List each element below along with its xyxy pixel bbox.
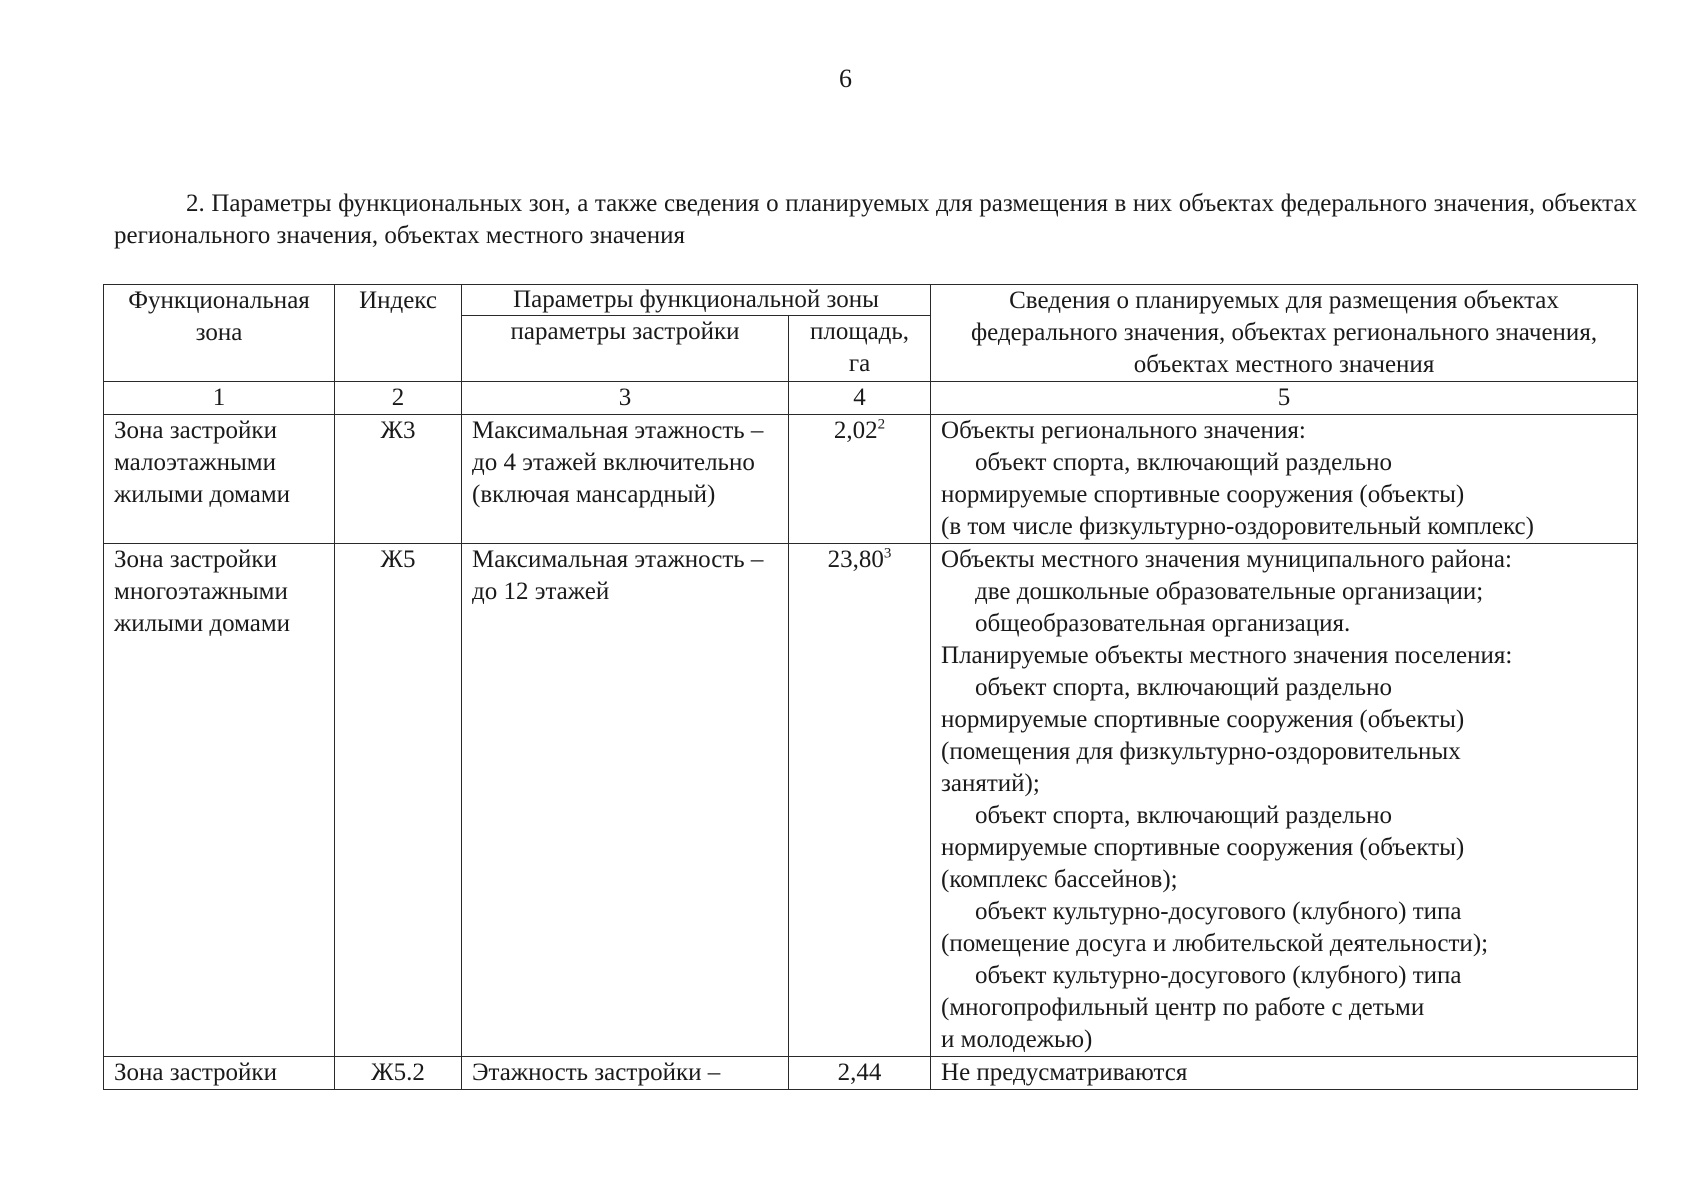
- area-footnote-mark: 2: [877, 416, 886, 433]
- planned-objects-line: общеобразовательная организация.: [975, 610, 1351, 637]
- planned-objects-line: нормируемые спортивные сооружения (объекты): [941, 481, 1465, 508]
- planned-objects-line: две дошкольные образовательные организации;: [975, 578, 1484, 605]
- planned-objects: [931, 1057, 1638, 1090]
- column-number: 2: [335, 382, 462, 415]
- area-value: 2,02: [833, 417, 878, 444]
- table-row: [104, 1057, 1638, 1090]
- zone-name: Зона застройки малоэтажными жилыми домами: [104, 415, 335, 544]
- zone-name: Зона застройки: [104, 1057, 335, 1090]
- zone-name: Зона застройки многоэтажными жилыми домами: [104, 544, 335, 1057]
- planned-objects-line: объект спорта, включающий раздельно: [975, 449, 1392, 476]
- planned-objects: [931, 415, 1638, 544]
- planned-objects-line: (в том числе физкультурно-оздоровительный комплекс): [941, 513, 1534, 540]
- zone-index: Ж5: [335, 544, 462, 1057]
- planned-objects-line: (многопрофильный центр по работе с детьми: [941, 994, 1425, 1021]
- planned-objects-line: нормируемые спортивные сооружения (объекты): [941, 706, 1465, 733]
- column-number: 4: [789, 382, 931, 415]
- column-number: 1: [104, 382, 335, 415]
- table-row: [104, 544, 1638, 1057]
- column-numbers-row: [104, 382, 1638, 415]
- zone-area: [789, 544, 931, 1057]
- area-value: 23,80: [827, 546, 884, 573]
- planned-objects-line: Объекты регионального значения:: [941, 417, 1306, 444]
- column-number: 5: [931, 382, 1638, 415]
- header-build-params: параметры застройки: [462, 316, 789, 382]
- planned-objects-line: (помещения для физкультурно-оздоровительных: [941, 738, 1461, 765]
- header-index: Индекс: [335, 285, 462, 382]
- planned-objects-line: занятий);: [941, 770, 1040, 797]
- area-value: 2,44: [837, 1059, 882, 1086]
- zone-area: [789, 415, 931, 544]
- section-heading: 2. Параметры функциональных зон, а также сведения о планируемых для размещения в них объектах федерального значения, объектах регионального значения, объектах местного значения: [114, 190, 1637, 249]
- zones-table: [103, 284, 1638, 1090]
- table-header-row: [104, 285, 1638, 316]
- planned-objects-line: объект культурно-досугового (клубного) типа: [975, 898, 1462, 925]
- page-number: 6: [839, 64, 852, 93]
- zone-index: Ж3: [335, 415, 462, 544]
- header-zone-params: Параметры функциональной зоны: [462, 285, 931, 316]
- planned-objects-line: объект культурно-досугового (клубного) типа: [975, 962, 1462, 989]
- planned-objects-line: и молодежью): [941, 1026, 1093, 1053]
- planned-objects-line: Не предусматриваются: [941, 1059, 1188, 1086]
- header-area: площадь, га: [789, 316, 931, 382]
- planned-objects-line: (помещение досуга и любительской деятельности);: [941, 930, 1489, 957]
- table-row: [104, 415, 1638, 544]
- build-params: Этажность застройки –: [462, 1057, 789, 1090]
- planned-objects-line: (комплекс бассейнов);: [941, 866, 1178, 893]
- planned-objects: [931, 544, 1638, 1057]
- header-zone: Функциональная зона: [104, 285, 335, 382]
- build-params: Максимальная этажность – до 4 этажей включительно (включая мансардный): [462, 415, 789, 544]
- planned-objects-line: объект спорта, включающий раздельно: [975, 802, 1392, 829]
- zone-area: [789, 1057, 931, 1090]
- planned-objects-line: Объекты местного значения муниципального района:: [941, 546, 1512, 573]
- header-planned-objects: Сведения о планируемых для размещения объектах федерального значения, объектах регионального значения, объектах местного значения: [931, 285, 1638, 382]
- table-body: [104, 415, 1638, 1090]
- planned-objects-line: Планируемые объекты местного значения поселения:: [941, 642, 1513, 669]
- column-number: 3: [462, 382, 789, 415]
- planned-objects-line: объект спорта, включающий раздельно: [975, 674, 1392, 701]
- zone-index: Ж5.2: [335, 1057, 462, 1090]
- area-footnote-mark: 3: [883, 545, 892, 562]
- planned-objects-line: нормируемые спортивные сооружения (объекты): [941, 834, 1465, 861]
- build-params: Максимальная этажность – до 12 этажей: [462, 544, 789, 1057]
